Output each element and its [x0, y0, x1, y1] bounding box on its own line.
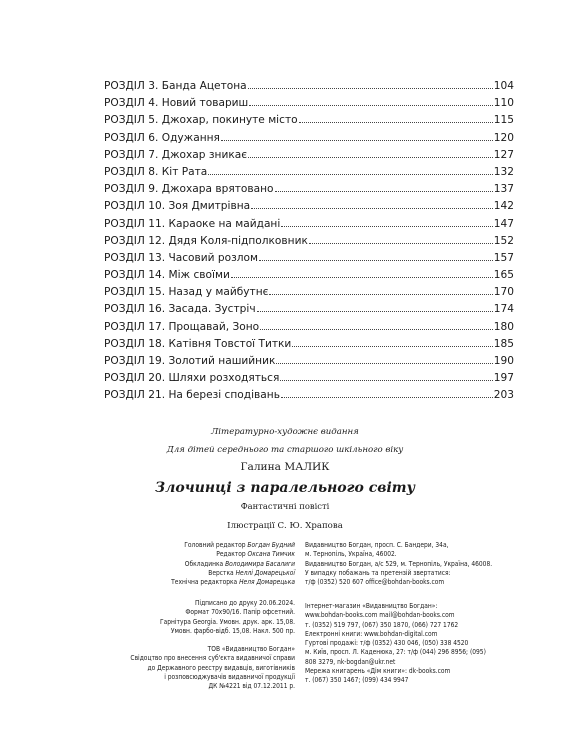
toc-entry-page: 115	[493, 114, 514, 127]
toc-entry	[104, 130, 514, 147]
edition-type: Літературно-художнє видання	[211, 427, 359, 437]
contact-line: м. Київ, просп. Л. Каденюка, 27: т/ф (044) 296 8956; (095)	[305, 648, 486, 657]
toc-leader-dots	[257, 311, 493, 312]
toc-entry-title: РОЗДІЛ 6. Одужання	[104, 131, 220, 144]
registration-block	[110, 645, 295, 691]
toc-leader-dots	[275, 191, 493, 192]
registration-line: Свідоцтво про внесення суб'єкта видавничої справи	[130, 654, 295, 663]
toc-entry-title: РОЗДІЛ 21. На березі сподівань	[104, 389, 280, 402]
toc-entry	[104, 198, 514, 215]
toc-entry-title: РОЗДІЛ 15. Назад у майбутнє	[104, 286, 269, 299]
toc-entry-page: 170	[493, 286, 514, 299]
toc-leader-dots	[292, 346, 492, 347]
toc-entry-page: 147	[493, 217, 514, 230]
contact-line: 808 3279, nk-bogdan@ukr.net	[305, 657, 396, 666]
toc-entry-title: РОЗДІЛ 17. Прощавай, Зоно	[104, 320, 260, 333]
toc-leader-dots	[208, 174, 492, 175]
credit-person: Неллі Домарецької	[235, 568, 295, 577]
credit-role: Верстка	[208, 568, 234, 577]
toc-entry-title: РОЗДІЛ 11. Караоке на майдані	[104, 217, 281, 230]
toc-entry	[104, 233, 514, 250]
contact-line: У випадку побажань та претензій звертатися:	[305, 568, 451, 577]
contact-line: т. (067) 350 1467; (099) 434 9947	[305, 676, 409, 685]
credit-person: Оксана Тимчик	[247, 550, 295, 559]
toc-leader-dots	[269, 294, 492, 295]
toc-entry	[104, 112, 514, 129]
contact-line: Мережа книгарень «Дім книги»: dk-books.com	[305, 667, 451, 676]
toc-entry-page: 185	[493, 337, 514, 350]
credit-line	[110, 541, 295, 550]
toc-entry-title: РОЗДІЛ 4. Новий товариш	[104, 97, 249, 110]
toc-entry	[104, 78, 514, 95]
registration-line: і розповсюджувачів видавничої продукції	[164, 672, 295, 681]
contact-line: Інтернет-магазин «Видавництво Богдан»:	[305, 602, 438, 610]
toc-leader-dots	[281, 226, 492, 227]
toc-entry	[104, 387, 514, 404]
registration-line: ДК №4221 від 07.12.2011 р.	[208, 682, 295, 691]
contact-line: Видавництво Богдан, а/с 529, м. Тернопіль, Україна, 46008.	[305, 559, 493, 568]
contact-line: т/ф (0352) 520 607 office@bohdan-books.com	[305, 578, 445, 587]
credit-line	[110, 560, 295, 569]
contact-line: www.bohdan-books.com mail@bohdan-books.com	[305, 611, 455, 620]
contact-line: Видавництво Богдан, просп. С. Бандери, 34а,	[305, 541, 449, 549]
toc-leader-dots	[280, 380, 492, 381]
toc-entry	[104, 336, 514, 353]
table-of-contents	[104, 78, 514, 405]
toc-leader-dots	[259, 260, 493, 261]
toc-entry-page: 120	[493, 131, 514, 144]
print-info-line: Підписано до друку 20.06.2024.	[194, 599, 295, 607]
illustrations-credit: Ілюстрації С. Ю. Храпова	[227, 521, 343, 531]
toc-leader-dots	[249, 105, 493, 106]
toc-entry-title: РОЗДІЛ 14. Між своїми	[104, 269, 230, 282]
toc-entry	[104, 267, 514, 284]
toc-entry-page: 197	[493, 372, 514, 385]
credit-person: Неля Домарецька	[239, 578, 295, 587]
toc-leader-dots	[276, 363, 492, 364]
contact-line: Гуртові продажі: т/ф (0352) 430 046, (050) 338 4520	[305, 639, 469, 648]
credit-person: Володимира Басалиги	[225, 559, 295, 568]
toc-entry	[104, 181, 514, 198]
audience-line: Для дітей середнього та старшого шкільного віку	[166, 445, 404, 455]
contact-line: м. Тернопіль, Україна, 46002.	[305, 550, 397, 559]
toc-entry-page: 104	[493, 80, 514, 92]
toc-entry	[104, 319, 514, 336]
credits-block	[110, 541, 295, 587]
print-info-line: Формат 70х90/16. Папір офсетний.	[185, 608, 295, 617]
contact-line: Електронні книги: www.bohdan-digital.com	[305, 629, 438, 638]
toc-entry-page: 203	[493, 389, 514, 402]
registration-line: ТОВ «Видавництво Богдан»	[207, 645, 295, 653]
toc-entry-page: 157	[493, 251, 514, 264]
toc-entry-title: РОЗДІЛ 19. Золотий нашийник	[104, 355, 276, 367]
toc-entry-page: 190	[493, 355, 514, 367]
credit-line	[110, 550, 295, 559]
toc-entry	[104, 250, 514, 267]
toc-entry-page: 180	[493, 320, 514, 333]
toc-entry-page: 152	[493, 234, 514, 247]
genre-line: Фантастичні повісті	[240, 501, 330, 511]
toc-entry	[104, 353, 514, 370]
contact-line: т. (0352) 519 797, (067) 350 1870, (066) 727 1762	[305, 620, 459, 629]
toc-leader-dots	[251, 208, 493, 209]
print-info-line: Гарнітура Georgia. Умовн. друк. арк. 15,08.	[159, 617, 295, 626]
toc-entry-page: 174	[493, 303, 514, 316]
registration-line: до Державного реєстру видавців, виготівників	[147, 663, 295, 672]
credit-line	[110, 578, 295, 587]
author-name: Галина МАЛИК	[240, 461, 330, 473]
toc-entry-title: РОЗДІЛ 7. Джохар зникає	[104, 148, 248, 161]
toc-leader-dots	[299, 122, 493, 123]
toc-leader-dots	[248, 88, 493, 89]
toc-entry	[104, 284, 514, 301]
toc-entry	[104, 164, 514, 181]
toc-entry-title: РОЗДІЛ 8. Кіт Рата	[104, 165, 208, 178]
toc-entry	[104, 216, 514, 233]
toc-entry-title: РОЗДІЛ 13. Часовий розлом	[104, 251, 258, 264]
toc-leader-dots	[231, 277, 493, 278]
credit-role: Редактор	[216, 550, 246, 559]
toc-entry-title: РОЗДІЛ 3. Банда Ацетона	[104, 80, 247, 92]
toc-entry-page: 142	[493, 200, 514, 213]
contacts-bottom-block	[305, 602, 535, 686]
toc-entry-page: 165	[493, 269, 514, 282]
print-info-line: Умовн. фарбо-відб. 15,08. Накл. 500 пр.	[170, 626, 295, 635]
credit-person: Богдан Будний	[247, 541, 295, 549]
contacts-top-block	[305, 541, 535, 587]
toc-entry-title: РОЗДІЛ 9. Джохара врятовано	[104, 183, 274, 196]
book-title: Злочинці з паралельного світу	[155, 480, 415, 496]
toc-leader-dots	[281, 397, 493, 398]
toc-entry-title: РОЗДІЛ 12. Дядя Коля-підполковник	[104, 234, 308, 247]
toc-entry-page: 110	[493, 97, 514, 110]
toc-entry-title: РОЗДІЛ 5. Джохар, покинуте місто	[104, 114, 298, 127]
toc-entry	[104, 147, 514, 164]
toc-entry	[104, 370, 514, 387]
credit-line	[110, 569, 295, 578]
toc-entry	[104, 301, 514, 318]
toc-leader-dots	[221, 140, 493, 141]
toc-entry	[104, 95, 514, 112]
toc-entry-page: 132	[493, 165, 514, 178]
toc-leader-dots	[309, 243, 493, 244]
credit-role: Головний редактор	[184, 541, 246, 549]
toc-leader-dots	[248, 157, 493, 158]
credit-role: Обкладинка	[184, 559, 224, 568]
toc-entry-title: РОЗДІЛ 10. Зоя Дмитрівна	[104, 200, 251, 213]
toc-entry-title: РОЗДІЛ 18. Катівня Товстої Титки	[104, 337, 292, 350]
print-info-block	[110, 599, 295, 636]
credit-role: Технічна редакторка	[171, 578, 238, 587]
toc-entry-page: 137	[493, 183, 514, 196]
toc-entry-title: РОЗДІЛ 20. Шляхи розходяться	[104, 372, 280, 385]
toc-leader-dots	[260, 329, 493, 330]
toc-entry-title: РОЗДІЛ 16. Засада. Зустріч	[104, 303, 256, 316]
toc-entry-page: 127	[493, 148, 514, 161]
